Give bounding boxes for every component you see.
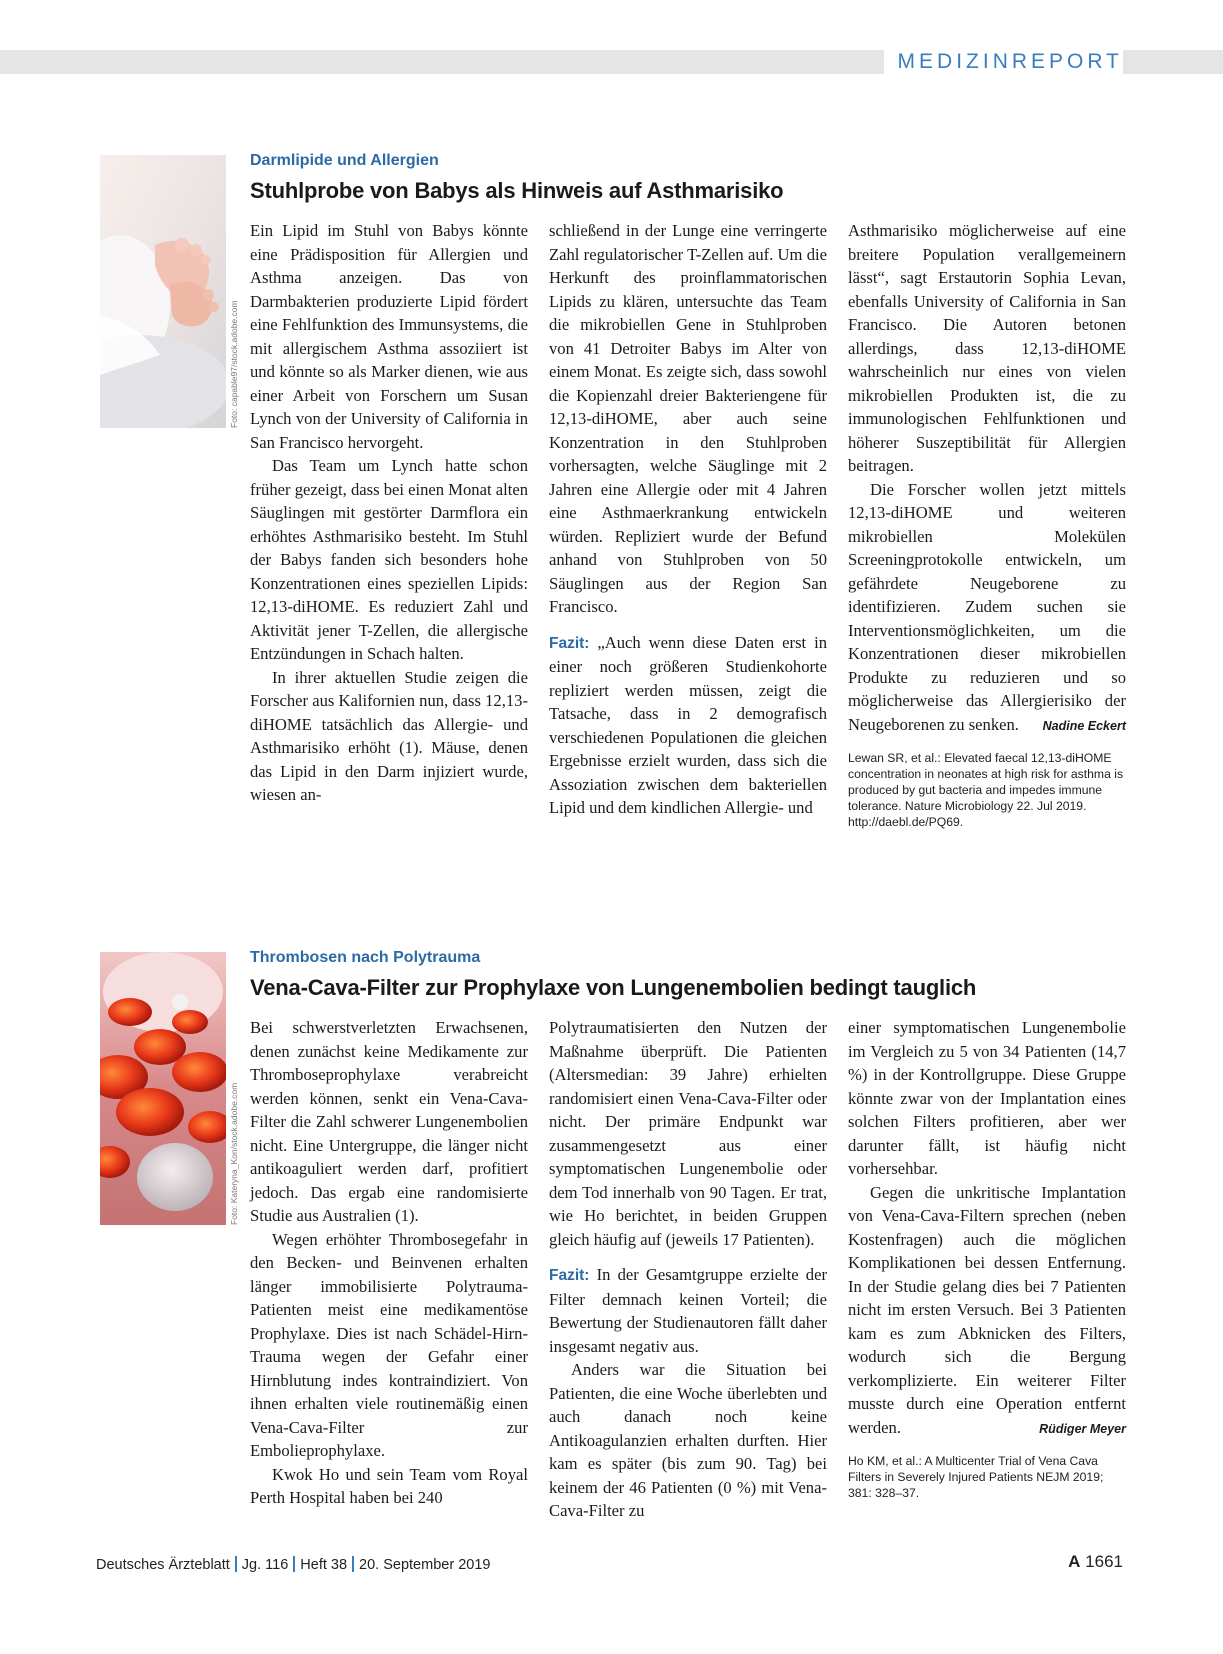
paragraph: In ihrer aktuellen Studie zeigen die Forscher aus Kalifornien nun, dass 12,13-diHOME tatsächlich das Allergie- und Asthmarisiko erhöht (1). Mäuse, denen das Lipid in den Darm injiziert wurde, wiesen an- [250, 667, 528, 804]
footer [96, 1556, 490, 1573]
article-column-1 [250, 1016, 528, 1510]
article-headline: Vena-Cava-Filter zur Prophylaxe von Lungenembolien bedingt tauglich [250, 975, 977, 1000]
page-prefix: A [1068, 1552, 1081, 1571]
footer-separator [235, 1556, 237, 1572]
article-column-3 [848, 1016, 1126, 1501]
fazit-label: Fazit: [549, 1267, 590, 1284]
paragraph: schließend in der Lunge eine verringerte Zahl regulatorischer T-Zellen auf. Um die Herkunft des proinflammatorischen Lipids zu klären, untersuchte das Team die mikrobiellen Gene in Stuhlproben von 41 Detroiter Babys im Alter von einem Monat. Es zeigte sich, dass sowohl die Kopienzahl dreier Bakteriengene für 12,13-diHOME, aber auch seine Konzentration in den Stuhlproben vorhersagten, welche Säuglinge mit 2 Jahren eine Allergie oder mit 4 Jahren eine Asthmaerkrankung entwickeln würden. Repliziert wurde der Befund anhand von Stuhlproben von 50 Säuglingen aus der Region San Francisco. [549, 221, 827, 616]
photo-credit: Foto: capable97/stock.adobe.com [229, 300, 239, 428]
photo-credit: Foto: Kateryna_Kon/stock.adobe.com [229, 1082, 239, 1225]
paragraph: Asthmarisiko möglicherweise auf eine breitere Population verallgemeinern lässt“, sagt Erstautorin Sophia Levan, ebenfalls University of California in San Francisco. Die Autoren betonen allerdings, dass 12,13-diHOME wahrscheinlich nur eines von vielen mikrobiellen Produkten ist, die zu immunologischen Fehlfunktionen und höherer Suszeptibilität für Allergien beitragen. [848, 221, 1126, 475]
blood-cells-illustration [100, 952, 226, 1225]
fazit-label: Fazit: [549, 634, 590, 652]
article-column-3 [848, 219, 1126, 830]
footer-separator [352, 1556, 354, 1572]
journal-issue: Heft 38 [300, 1557, 348, 1573]
fazit-text: „Auch wenn diese Daten erst in einer noch größeren Studienkohorte repliziert werden müssen, zeigt die Tatsache, dass in 2 demografisch verschiedenen Populationen die gleichen Ergebnisse erzielt wurden, dass sich die Assoziation zwischen dem bakteriellen Lipid und dem kindlichen Allergie- und [549, 632, 827, 817]
paragraph [848, 478, 1126, 737]
author-name: Nadine Eckert [1042, 718, 1126, 733]
fazit-text: In der Gesamtgruppe erzielte der Filter demnach keinen Vorteil; die Bewertung der Studienautoren fällt daher insgesamt negativ aus. [549, 1265, 827, 1356]
paragraph [848, 1181, 1126, 1440]
article-column-2 [549, 219, 827, 820]
fazit-paragraph [549, 631, 827, 820]
author-name: Rüdiger Meyer [1039, 1421, 1126, 1436]
footer-separator [293, 1556, 295, 1572]
paragraph: Kwok Ho und sein Team vom Royal Perth Hospital haben bei 240 [250, 1464, 528, 1507]
journal-name: Deutsches Ärzteblatt [96, 1557, 230, 1573]
journal-volume: Jg. 116 [241, 1557, 289, 1573]
paragraph-text: Die Forscher wollen jetzt mittels 12,13-diHOME und weiteren mikrobiellen Molekülen Screeningprotokolle entwickeln, um gefährdete Neugeborene zu identifizieren. Zudem suchen sie Interventionsmöglichkeiten, um die Konzentrationen dieser mikrobiellen Produkte zu reduzieren und so möglicherweise das Allergierisiko der Neugeborenen zu senken. [848, 479, 1126, 734]
section-label: MEDIZINREPORT [884, 48, 1123, 76]
reference: Lewan SR, et al.: Elevated faecal 12,13-diHOME concentration in neonates at high risk for asthma is produced by gut bacteria and impedes immune tolerance. Nature Microbiology 22. Jul 2019. http://daebl.de/PQ69. [848, 751, 1124, 829]
article-kicker: Darmlipide und Allergien [250, 152, 439, 169]
fazit-paragraph [549, 1263, 827, 1358]
paragraph: Ein Lipid im Stuhl von Babys könnte eine Prädisposition für Allergien und Asthma anzeigen. Das von Darmbakterien produzierte Lipid fördert eine Fehlfunktion des Immunsystems, die mit allergischem Asthma assoziiert ist und könnte so als Marker dienen, wie aus einer Arbeit von Forschern um Susan Lynch von der University of California in San Francisco hervorgeht. [250, 221, 528, 452]
article-headline: Stuhlprobe von Babys als Hinweis auf Asthmarisiko [250, 178, 784, 203]
paragraph: Anders war die Situation bei Patienten, die eine Woche überlebten und auch danach noch keine Antikoagulanzien erhalten durften. Hier kam es später (bis zum 90. Tag) bei keinem der 46 Patienten (0 %) mit Vena-Cava-Filter zu [549, 1360, 827, 1520]
paragraph-text: Gegen die unkritische Implantation von Vena-Cava-Filtern sprechen (neben Kostenfragen) auch die möglichen Komplikationen bei dessen Entfernung. In der Studie gelang dies bei 7 Patienten nicht im ersten Versuch. Bei 3 Patienten kam es zum Abknicken des Filters, wodurch sich die Bergung verkomplizierte. Ein weiterer Filter musste durch eine Operation entfernt werden. [848, 1182, 1126, 1437]
paragraph: Bei schwerstverletzten Erwachsenen, denen zunächst keine Medikamente zur Thromboseprophylaxe verabreicht werden können, senkt ein Vena-Cava-Filter die Zahl schwerer Lungenembolien nicht. Eine Untergruppe, die länger nicht antikoaguliert werden darf, profitiert jedoch. Das ergab eine randomisierte Studie aus Australien (1). [250, 1018, 528, 1225]
reference: Ho KM, et al.: A Multicenter Trial of Vena Cava Filters in Severely Injured Patients NEJM 2019; 381: 328–37. [848, 1454, 1104, 1500]
baby-feet-photo [100, 155, 226, 428]
page-number-value: 1661 [1085, 1552, 1123, 1571]
article-column-1 [250, 219, 528, 807]
issue-date: 20. September 2019 [359, 1557, 491, 1573]
article-kicker: Thrombosen nach Polytrauma [250, 949, 481, 966]
paragraph: Wegen erhöhter Thrombosegefahr in den Becken- und Beinvenen erhalten länger immobilisierte Polytrauma-Patienten meist eine medikamentöse Prophylaxe. Dies ist nach Schädel-Hirn-Trauma wegen der Gefahr einer Hirnblutung indes kontraindiziert. Von ihnen erhalten viele routinemäßig einen Vena-Cava-Filter zur Embolieprophylaxe. [250, 1229, 528, 1460]
article-column-2 [549, 1016, 827, 1523]
paragraph: einer symptomatischen Lungenembolie im Vergleich zu 5 von 34 Patienten (14,7 %) in der Kontrollgruppe. Diese Gruppe könnte zwar von der Implantation eines solchen Filters profitieren, aber wer darunter fällt, ist häufig nicht vorhersehbar. [848, 1018, 1126, 1178]
paragraph: Polytraumatisierten den Nutzen der Maßnahme überprüft. Die Patienten (Altersmedian: 39 Jahre) erhielten randomisiert einen Vena-Cava-Filter oder nicht. Der primäre Endpunkt war zusammengesetzt aus einer symptomatischen Lungenembolie oder dem Tod innerhalb von 90 Tagen. Er trat, wie Ho berichtet, in beiden Gruppen gleich häufig auf (jeweils 17 Patienten). [549, 1018, 827, 1249]
paragraph: Das Team um Lynch hatte schon früher gezeigt, dass bei einen Monat alten Säuglingen mit gestörter Darmflora ein erhöhtes Asthmarisiko besteht. Im Stuhl der Babys fanden sich besonders hohe Konzentrationen eines speziellen Lipids: 12,13-diHOME. Es reduziert Zahl und Aktivität jener T-Zellen, die allergische Entzündungen in Schach halten. [250, 456, 528, 663]
page-number [1068, 1552, 1123, 1572]
